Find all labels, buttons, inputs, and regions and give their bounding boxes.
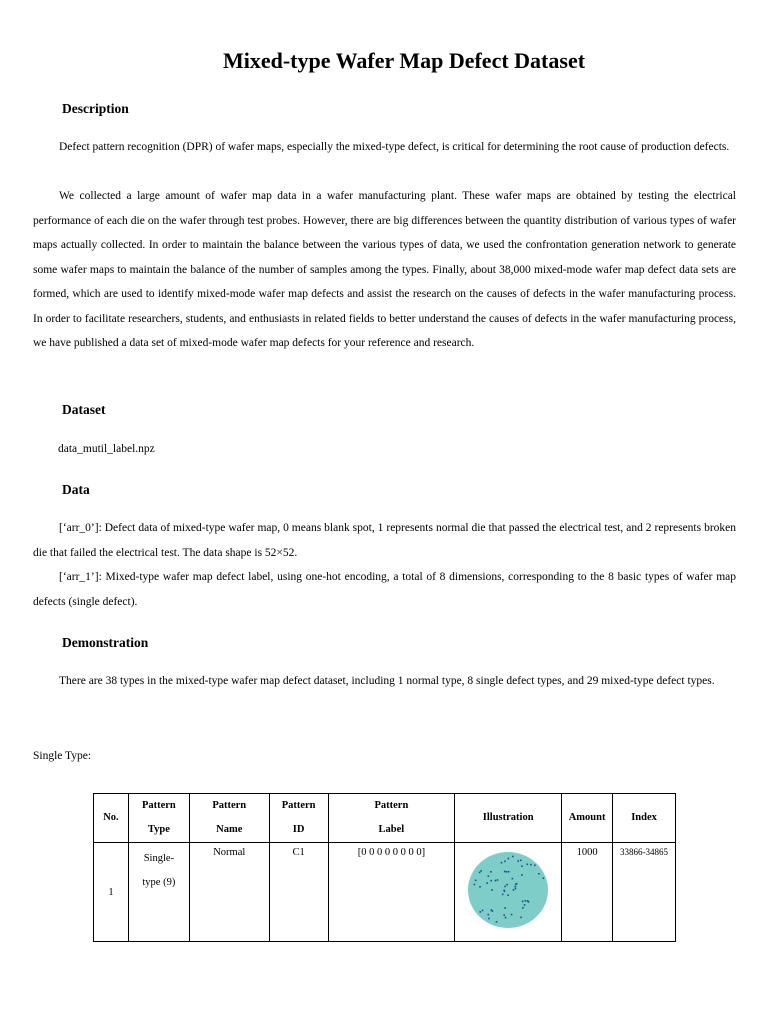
wafer-defect-die [518, 860, 520, 862]
wafer-defect-die [480, 870, 482, 872]
row-illustration [455, 843, 562, 942]
header-illustration: Illustration [455, 794, 562, 843]
description-paragraph-2: We collected a large amount of wafer map data in a wafer manufacturing plant. These wafer maps are obtained by testing the electrical performance of each die on the wafer through test probes. However, there are big differences between the quantity distribution of various types of wafer maps actually collected. In order to maintain the balance between the various types of data, we used the confrontation generation network to generate some wafer maps to maintain the balance of the number of samples among the types. Finally, about 38,000 mixed-mode wafer map defect data sets are formed, which are used to identify mixed-mode wafer map defects and assist the research on the causes of defects in the wafer manufacturing process. In order to facilitate researchers, students, and enthusiasts in related fields to better understand the causes of defects in the wafer manufacturing process, we have published a data set of mixed-mode wafer map defects for your reference and research. [33, 190, 736, 349]
wafer-defect-die [508, 871, 510, 873]
wafer-defect-die [482, 910, 484, 912]
wafer-defect-die [534, 865, 536, 867]
wafer-defect-die [506, 884, 508, 886]
wafer-defect-die [488, 914, 490, 916]
row-pattern-type [128, 843, 189, 942]
wafer-defect-die [505, 917, 507, 919]
wafer-defect-die [521, 865, 523, 867]
header-pattern-label-line-1: Pattern [374, 800, 409, 811]
row-pattern-label: [0 0 0 0 0 0 0 0] [328, 843, 455, 942]
wafer-defect-die [521, 874, 523, 876]
row-pattern-id: C1 [269, 843, 328, 942]
header-pattern-id-line-1: Pattern [281, 800, 316, 811]
section-heading-demonstration: Demonstration [62, 635, 149, 650]
wafer-defect-die [479, 872, 481, 874]
single-type-label: Single Type: [33, 750, 92, 762]
wafer-defect-die [515, 888, 517, 890]
wafer-defect-die [530, 864, 532, 866]
header-amount: Amount [562, 794, 613, 843]
wafer-defect-die [512, 856, 514, 858]
row-pattern-type-line-2: type (9) [142, 877, 176, 888]
header-pattern-id [269, 794, 328, 843]
wafer-defect-die [503, 890, 505, 892]
single-type-table [93, 793, 676, 942]
document-title: Mixed-type Wafer Map Defect Dataset [222, 48, 586, 73]
wafer-defect-die [488, 918, 490, 920]
header-pattern-name-line-2: Name [216, 824, 243, 835]
wafer-defect-die [488, 875, 490, 877]
header-pattern-id-line-2: ID [292, 824, 305, 835]
section-heading-dataset: Dataset [62, 402, 106, 417]
wafer-map-illustration [467, 851, 549, 929]
header-pattern-type [128, 794, 189, 843]
wafer-defect-die [480, 911, 482, 913]
wafer-defect-die [512, 878, 514, 880]
table-header-row [94, 794, 676, 843]
header-pattern-name [189, 794, 269, 843]
wafer-defect-die [487, 882, 489, 884]
wafer-defect-die [504, 907, 506, 909]
wafer-defect-die [511, 914, 513, 916]
row-amount: 1000 [562, 843, 613, 942]
wafer-defect-die [538, 873, 540, 875]
wafer-defect-die [527, 864, 529, 866]
wafer-defect-die [520, 860, 522, 862]
wafer-defect-die [508, 858, 510, 860]
wafer-defect-die [474, 884, 476, 886]
row-no: 1 [94, 843, 129, 942]
wafer-defect-die [496, 921, 498, 923]
wafer-defect-die [524, 904, 526, 906]
wafer-disc [468, 852, 548, 928]
wafer-defect-die [504, 861, 506, 863]
wafer-defect-die [525, 900, 527, 902]
wafer-defect-die [491, 909, 493, 911]
header-pattern-label-line-2: Label [378, 824, 405, 835]
header-no: No. [94, 794, 129, 843]
row-pattern-name: Normal [189, 843, 269, 942]
dataset-filename: data_mutil_label.npz [58, 443, 155, 455]
header-pattern-type-line-2: Type [147, 824, 170, 835]
wafer-defect-die [504, 914, 506, 916]
wafer-defect-die [504, 886, 506, 888]
wafer-defect-die [506, 871, 508, 873]
wafer-defect-die [522, 907, 524, 909]
header-index: Index [613, 794, 676, 843]
wafer-defect-die [522, 901, 524, 903]
header-pattern-name-line-1: Pattern [212, 800, 247, 811]
wafer-defect-die [501, 862, 503, 864]
header-pattern-label [328, 794, 455, 843]
wafer-defect-die [495, 880, 497, 882]
section-heading-data: Data [62, 482, 90, 497]
wafer-defect-die [504, 871, 506, 873]
row-pattern-type-line-1: Single- [143, 853, 175, 864]
table-row [94, 843, 676, 942]
wafer-defect-die [516, 883, 518, 885]
wafer-defect-die [515, 886, 517, 888]
wafer-defect-die [527, 900, 529, 902]
wafer-defect-die [490, 871, 492, 873]
wafer-defect-die [475, 880, 477, 882]
wafer-defect-die [507, 894, 509, 896]
wafer-defect-die [543, 877, 545, 879]
wafer-defect-die [502, 894, 504, 896]
wafer-defect-die [479, 886, 481, 888]
wafer-defect-die [513, 889, 515, 891]
section-heading-description: Description [62, 101, 129, 116]
header-pattern-type-line-1: Pattern [141, 800, 176, 811]
data-paragraph-arr0: [‘arr_0’]: Defect data of mixed-type wafer map, 0 means blank spot, 1 represents normal die that passed the electrical test, and 2 represents broken die that failed the electrical test. The data shape is 52×52. [33, 522, 736, 559]
row-index: 33866-34865 [613, 843, 676, 942]
description-paragraph-1: Defect pattern recognition (DPR) of wafer maps, especially the mixed-type defect, is critical for determining the root cause of production defects. [59, 141, 730, 153]
data-paragraph-arr1: [‘arr_1’]: Mixed-type wafer map defect label, using one-hot encoding, a total of 8 dimensions, corresponding to the 8 basic types of wafer map defects (single defect). [33, 571, 736, 608]
wafer-defect-die [497, 879, 499, 881]
wafer-defect-die [491, 889, 493, 891]
demonstration-paragraph: There are 38 types in the mixed-type wafer map defect dataset, including 1 normal type, 8 single defect types, and 29 mixed-type defect types. [59, 675, 715, 687]
wafer-defect-die [520, 917, 522, 919]
wafer-defect-die [491, 880, 493, 882]
